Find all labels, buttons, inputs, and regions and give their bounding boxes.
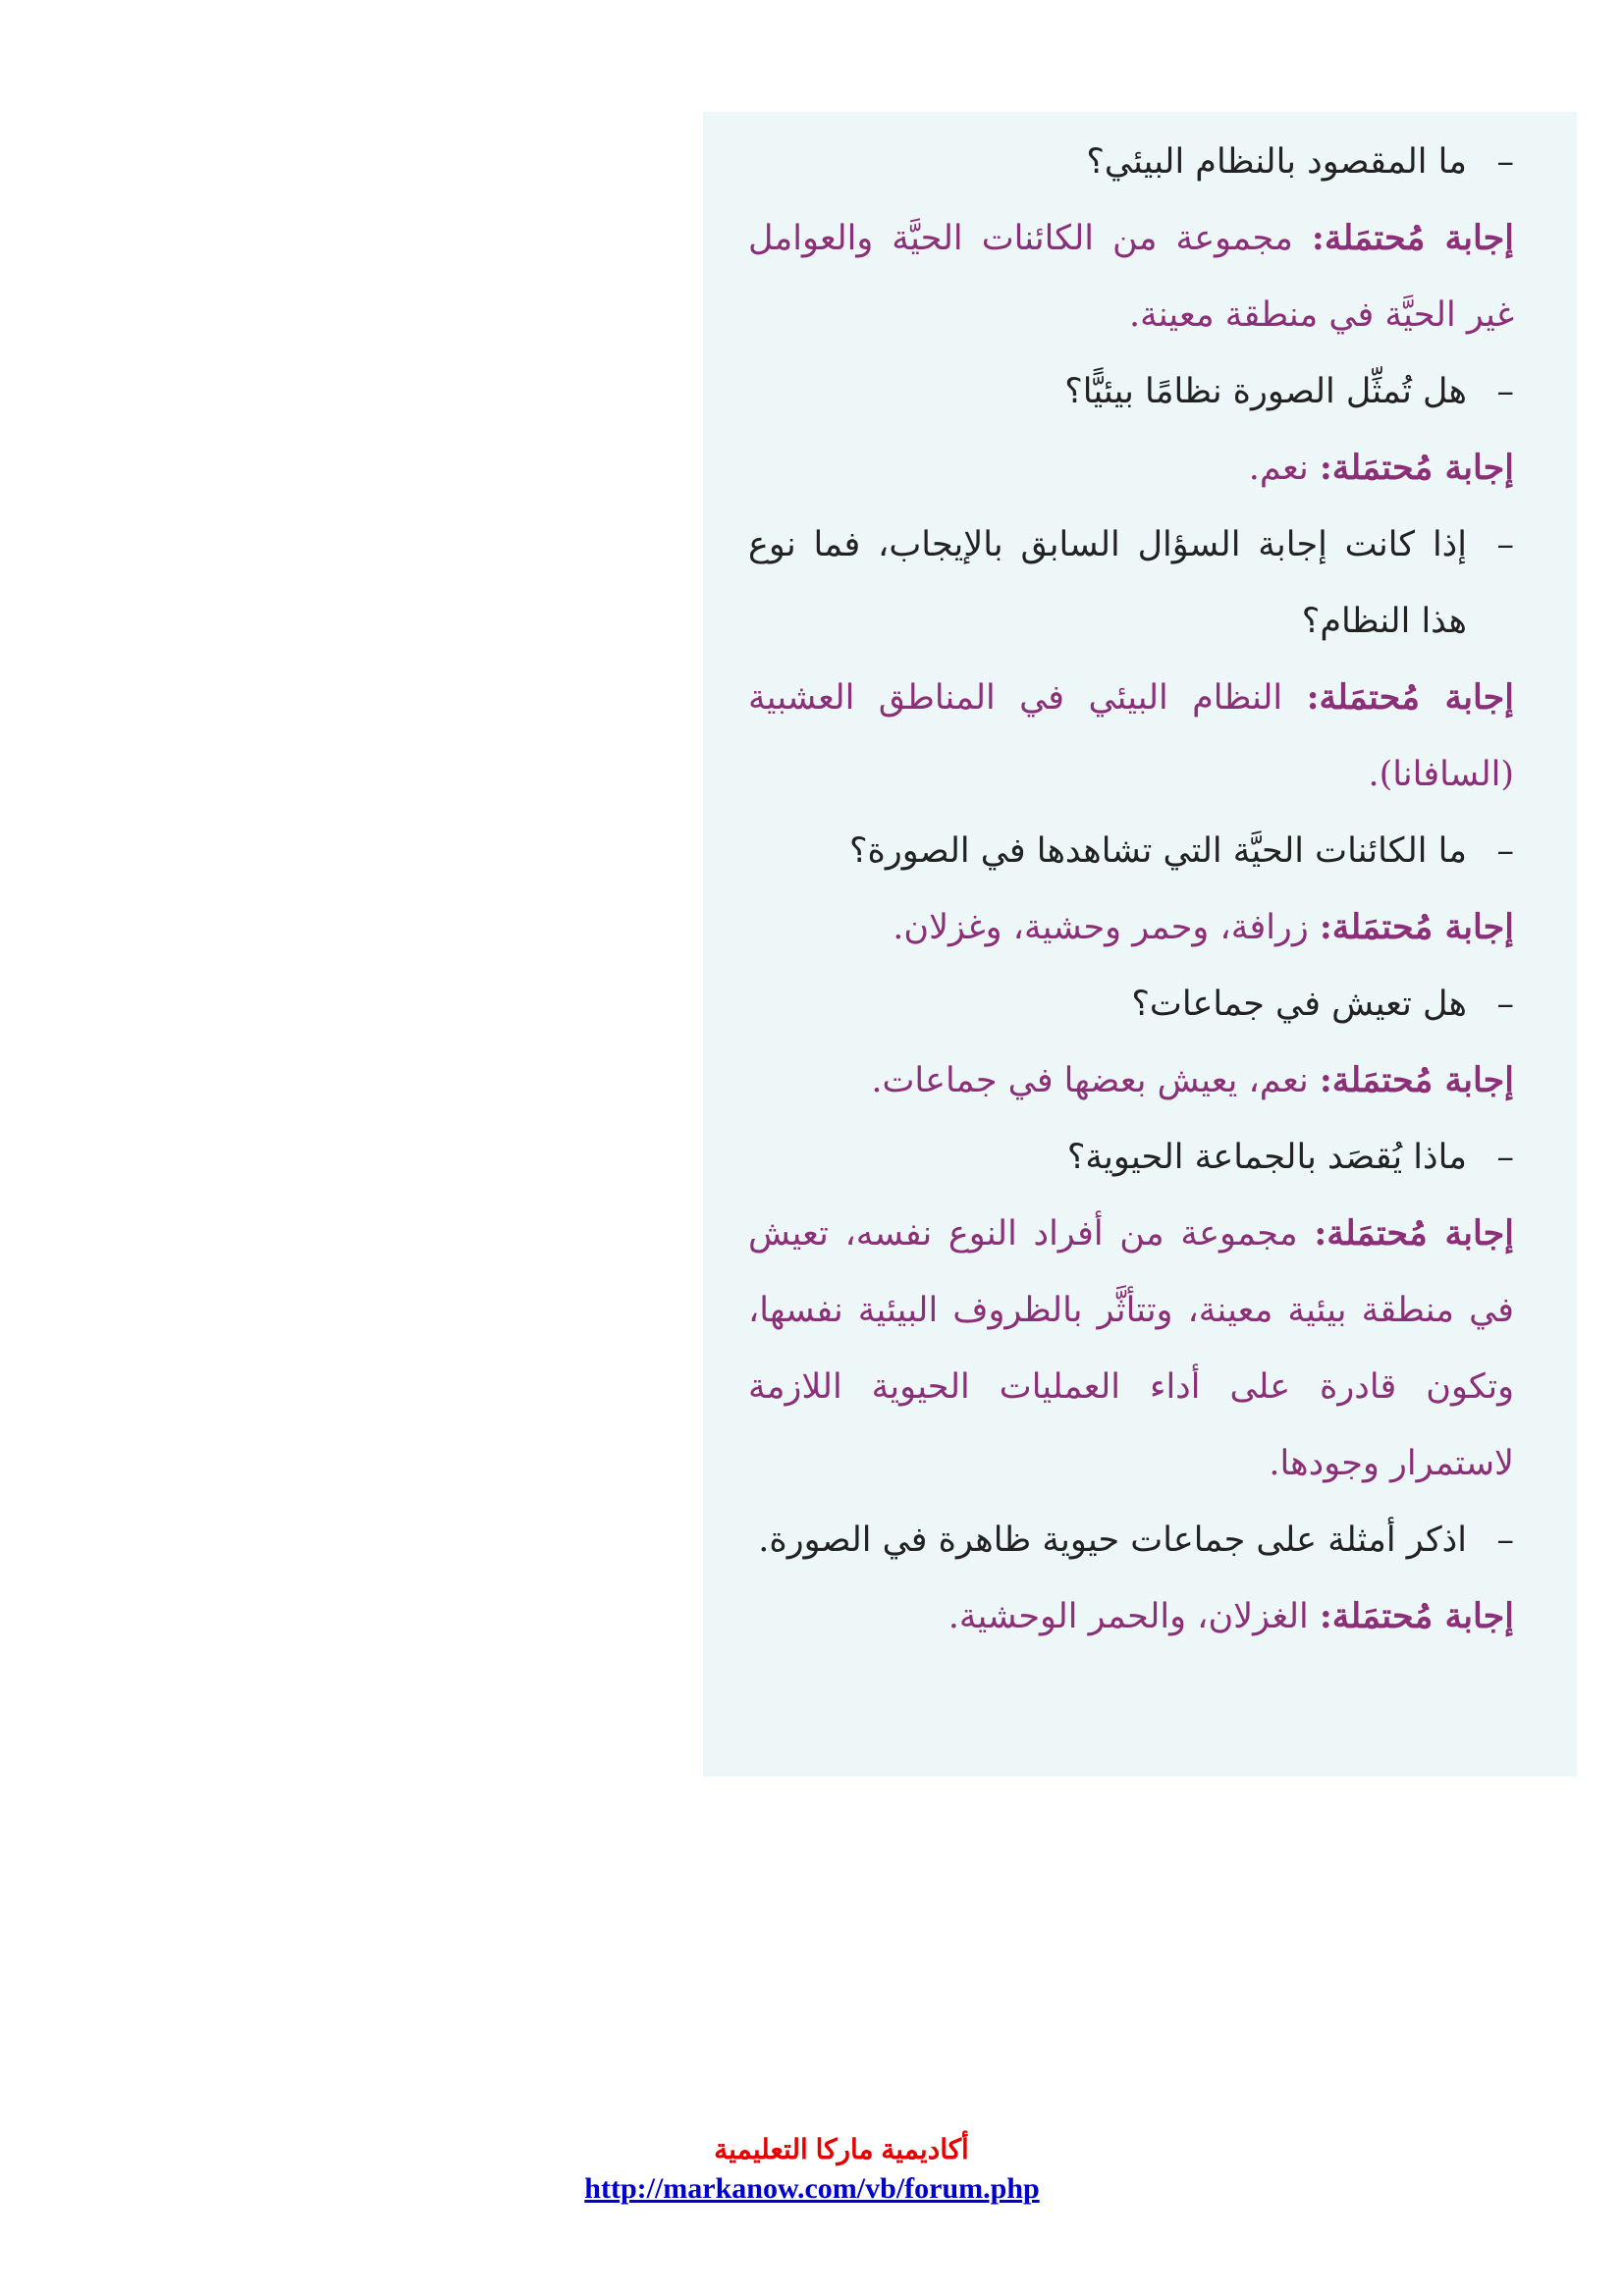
question-text: ماذا يُقصَد بالجماعة الحيوية؟ bbox=[1066, 1138, 1467, 1177]
answer-label: إجابة مُحتمَلة: bbox=[1319, 907, 1514, 947]
question-text: هل تعيش في جماعات؟ bbox=[1131, 985, 1467, 1024]
qa-item bbox=[748, 966, 1514, 1119]
answer-label: إجابة مُحتمَلة: bbox=[1319, 1060, 1514, 1100]
question-text: إذا كانت إجابة السؤال السابق بالإيجاب، فما نوع هذا النظام؟ bbox=[748, 525, 1467, 641]
page-footer bbox=[0, 2130, 1624, 2209]
dash-bullet: – bbox=[1496, 142, 1514, 182]
question bbox=[748, 1502, 1514, 1578]
dash-bullet: – bbox=[1496, 525, 1514, 564]
qa-item bbox=[748, 1119, 1514, 1502]
answer-text: الغزلان، والحمر الوحشية. bbox=[947, 1597, 1309, 1636]
answer bbox=[748, 1196, 1514, 1502]
dash-bullet: – bbox=[1496, 1138, 1514, 1177]
question bbox=[748, 507, 1514, 660]
qa-item bbox=[748, 813, 1514, 966]
answer-text: مجموعة من أفراد النوع نفسه، تعيش في منطقة بيئية معينة، وتتأثَّر بالظروف البيئية نفسها، وتكون قادرة على أداء العمليات الحيوية اللازمة لاستمرار وجودها. bbox=[748, 1214, 1514, 1483]
question bbox=[748, 353, 1514, 430]
answer-text: نعم، يعيش بعضها في جماعات. bbox=[871, 1061, 1309, 1100]
question bbox=[748, 1119, 1514, 1196]
answer bbox=[748, 430, 1514, 507]
dash-bullet: – bbox=[1496, 1521, 1514, 1560]
answer bbox=[748, 1042, 1514, 1119]
dash-bullet: – bbox=[1496, 985, 1514, 1024]
answer-label: إجابة مُحتمَلة: bbox=[1314, 1213, 1514, 1254]
answer-text: النظام البيئي في المناطق العشبية (السافانا). bbox=[748, 678, 1514, 794]
qa-panel bbox=[703, 112, 1577, 1777]
question bbox=[748, 966, 1514, 1042]
qa-list bbox=[748, 124, 1514, 1655]
qa-item bbox=[748, 507, 1514, 813]
dash-bullet: – bbox=[1496, 831, 1514, 871]
qa-item bbox=[748, 124, 1514, 353]
question bbox=[748, 124, 1514, 200]
question-text: هل تُمثِّل الصورة نظامًا بيئيًّا؟ bbox=[1064, 372, 1467, 411]
question-text: ما المقصود بالنظام البيئي؟ bbox=[1086, 142, 1467, 182]
qa-item bbox=[748, 1502, 1514, 1655]
answer-text: مجموعة من الكائنات الحيَّة والعوامل غير الحيَّة في منطقة معينة. bbox=[748, 219, 1514, 335]
footer-title: أكاديمية ماركا التعليمية bbox=[714, 2134, 969, 2164]
question bbox=[748, 813, 1514, 889]
qa-item bbox=[748, 353, 1514, 507]
answer-label: إجابة مُحتمَلة: bbox=[1319, 1596, 1514, 1636]
dash-bullet: – bbox=[1496, 372, 1514, 411]
question-text: اذكر أمثلة على جماعات حيوية ظاهرة في الصورة. bbox=[758, 1521, 1467, 1560]
answer-label: إجابة مُحتمَلة: bbox=[1306, 677, 1514, 718]
question-text: ما الكائنات الحيَّة التي تشاهدها في الصورة؟ bbox=[848, 831, 1467, 871]
answer-label: إجابة مُحتمَلة: bbox=[1311, 218, 1514, 258]
answer-label: إجابة مُحتمَلة: bbox=[1319, 448, 1514, 488]
answer bbox=[748, 660, 1514, 813]
answer bbox=[748, 1578, 1514, 1655]
answer-text: نعم. bbox=[1248, 449, 1309, 488]
answer bbox=[748, 200, 1514, 353]
answer-text: زرافة، وحمر وحشية، وغزلان. bbox=[893, 908, 1309, 947]
answer bbox=[748, 889, 1514, 966]
footer-link[interactable]: http://markanow.com/vb/forum.php bbox=[584, 2172, 1040, 2205]
